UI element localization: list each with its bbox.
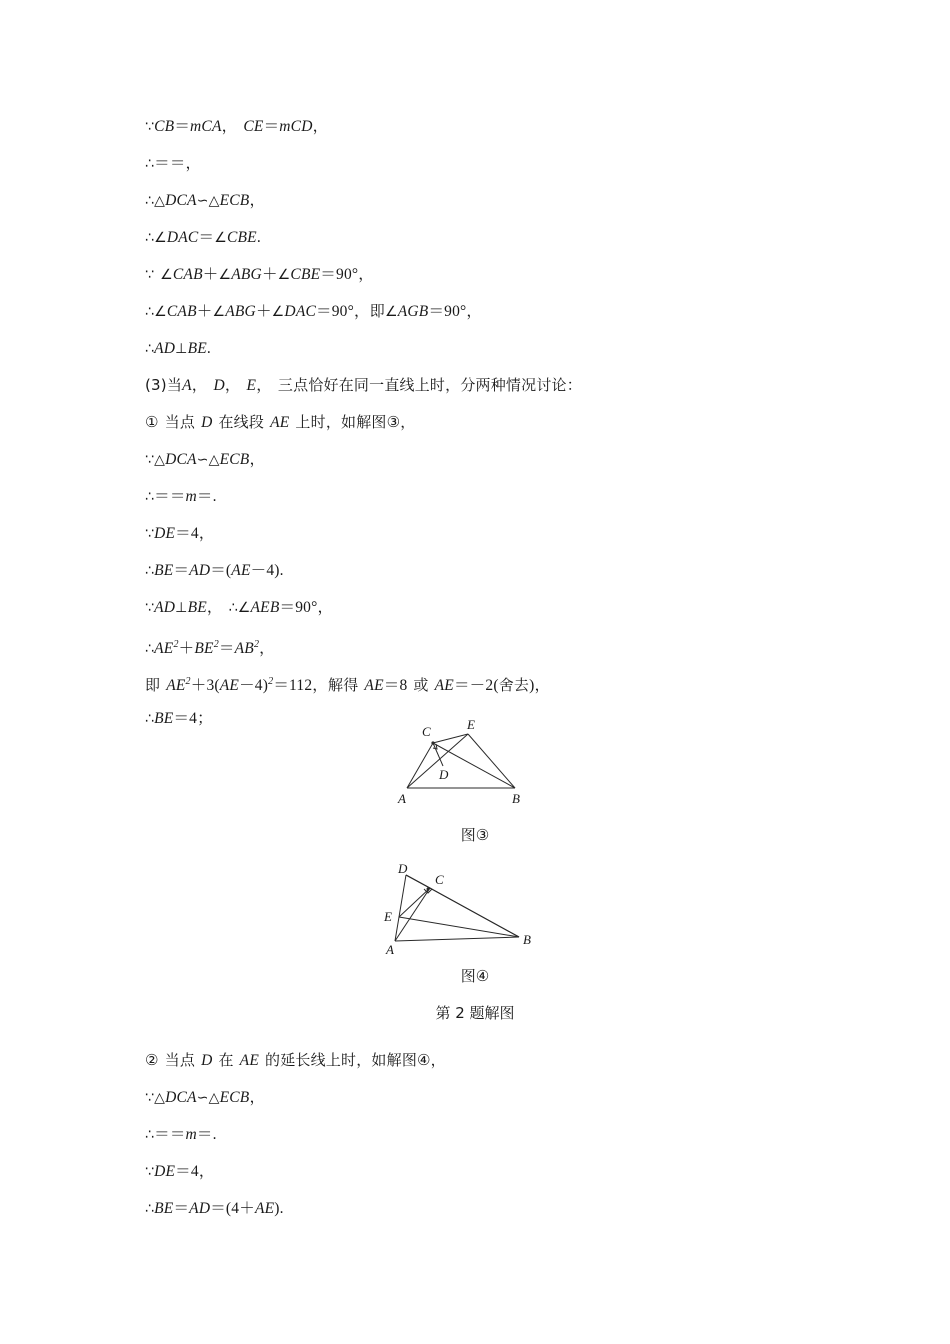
solution-text-block-upper <box>145 108 815 737</box>
vertex-label-C: C <box>435 872 444 887</box>
text-line: ∴BE＝AD＝(AE－4). <box>145 562 284 579</box>
segment-AC <box>407 743 433 788</box>
segment-AC <box>395 888 430 941</box>
text-line: ∵DE＝4， <box>145 1163 215 1180</box>
text-line: ∵△DCA∽△ECB， <box>145 1089 266 1106</box>
text-line: ∵ ∠CAB＋∠ABG＋∠CBE＝90°， <box>145 266 374 283</box>
text-line: ∴＝＝m＝. <box>145 488 217 505</box>
text-line: ∴BE＝4； <box>145 710 213 727</box>
figure-3 <box>0 716 950 845</box>
vertex-label-E: E <box>384 909 392 924</box>
vertex-label-B: B <box>523 932 531 947</box>
vertex-dot-C <box>431 741 434 744</box>
figure-4-caption: 图④ <box>460 967 490 985</box>
figure-group-caption: 第 2 题解图 <box>435 1004 515 1022</box>
text-line: ∵AD⊥BE， ∴∠AEB＝90°， <box>145 599 334 616</box>
vertex-label-C: C <box>422 724 431 739</box>
text-line: ∴BE＝AD＝(4＋AE). <box>145 1200 284 1217</box>
figure-3-caption: 图③ <box>460 826 490 844</box>
segment-CD <box>433 743 443 766</box>
text-line: ∵DE＝4， <box>145 525 215 542</box>
vertex-label-B: B <box>512 791 520 806</box>
vertex-label-D: D <box>439 767 449 782</box>
text-line: ∴△DCA∽△ECB， <box>145 192 266 209</box>
text-line: ∴∠DAC＝∠CBE. <box>145 229 261 246</box>
text-line: ∵△DCA∽△ECB， <box>145 451 266 468</box>
segment-AED <box>395 875 406 941</box>
text-line: ∵CB＝mCA， CE＝mCD， <box>145 118 329 135</box>
segment-EC <box>399 888 430 917</box>
text-line: ① 当点 D 在线段 AE 上时，如解图③， <box>145 413 416 431</box>
vertex-label-E: E <box>467 717 475 732</box>
vertex-label-A: A <box>386 942 394 957</box>
vertex-label-D: D <box>398 862 408 876</box>
text-line: 即 $AE^2+3(AE-4)^2=112$，解得 AE＝8 或 AE＝－2(舍去)， <box>145 676 551 695</box>
figure-3-diagram <box>375 716 575 816</box>
text-line: ∴AD⊥BE. <box>145 340 211 357</box>
text-line: ∴＝＝， <box>145 155 202 172</box>
solution-text-block-lower <box>145 1042 815 1227</box>
segment-EB <box>468 734 515 788</box>
text-line: ② 当点 D 在 AE 的延长线上时，如解图④， <box>145 1051 446 1069</box>
text-line: ∴∠CAB＋∠ABG＋∠DAC＝90°，即∠AGB＝90°， <box>145 302 483 320</box>
vertex-dot-C <box>427 888 430 891</box>
text-line: $\therefore AE^2+BE^2=AB^2$， <box>145 639 275 658</box>
text-line: ∴＝＝m＝. <box>145 1126 217 1143</box>
vertex-label-A: A <box>398 791 406 806</box>
figure-4-diagram <box>375 862 575 957</box>
text-line: (3)当A， D， E， 三点恰好在同一直线上时，分两种情况讨论： <box>145 376 582 394</box>
segment-AB <box>395 937 519 941</box>
figure-4 <box>0 862 950 1023</box>
